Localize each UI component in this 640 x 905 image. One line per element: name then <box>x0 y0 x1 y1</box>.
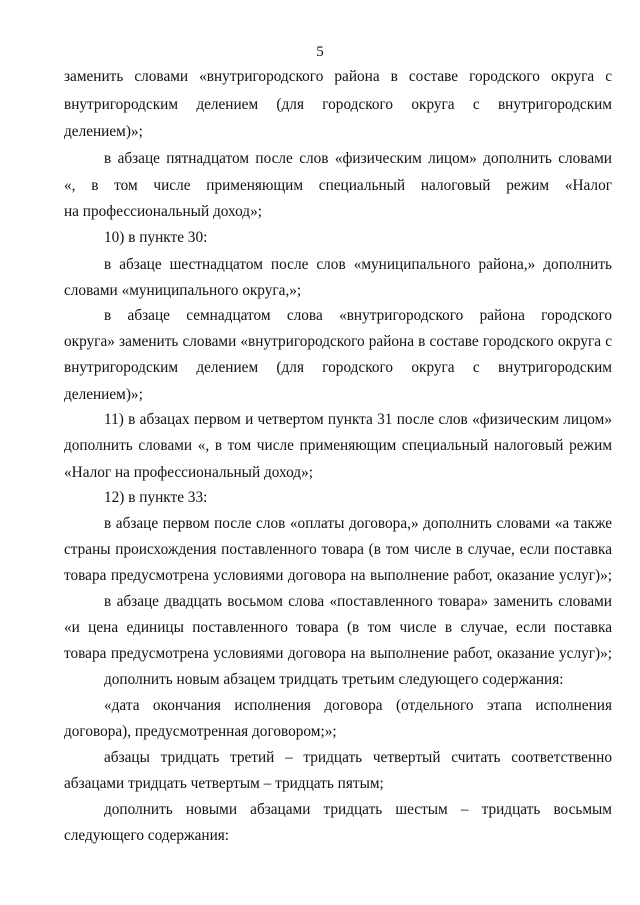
text-line: внутригородским делением (для городского округа с внутригородским <box>64 359 612 376</box>
page-number: 5 <box>316 44 324 60</box>
text-line: «, в том числе применяющим специальный налоговый режим «Налог <box>64 177 612 194</box>
text-line: внутригородским делением (для городского округа с внутригородским <box>64 96 612 113</box>
text-line: товара предусмотрена условиями договора на выполнение работ, оказание услуг)»; <box>64 645 612 662</box>
text-line: договора), предусмотренная договором;»; <box>64 723 337 740</box>
text-line: в абзаце пятнадцатом после слов «физическим лицом» дополнить словами <box>104 150 612 167</box>
text-line: в абзаце шестнадцатом после слов «муниципального района,» дополнить <box>104 256 612 273</box>
text-line: «Налог на профессиональный доход»; <box>64 464 313 481</box>
text-line: в абзаце семнадцатом слова «внутригородского района городского <box>104 307 612 324</box>
text-line: «дата окончания исполнения договора (отдельного этапа исполнения <box>104 697 612 714</box>
text-line: 11) в абзацах первом и четвертом пункта 31 после слов «физическим лицом» <box>104 411 612 428</box>
text-line: в абзаце первом после слов «оплаты договора,» дополнить словами «а также <box>104 515 612 532</box>
text-line: делением)»; <box>64 386 143 403</box>
text-line: «и цена единицы поставленного товара (в том числе в случае, если поставка <box>64 619 612 636</box>
text-line: абзацами тридцать четвертым – тридцать пятым; <box>64 775 384 792</box>
text-line: делением)»; <box>64 123 143 140</box>
text-line: заменить словами «внутригородского района в составе городского округа с <box>64 68 612 85</box>
text-line: следующего содержания: <box>64 827 230 844</box>
text-line: страны происхождения поставленного товара (в том числе в случае, если поставка <box>64 541 612 558</box>
text-line: 12) в пункте 33: <box>104 489 208 506</box>
text-line: в абзаце двадцать восьмом слова «поставленного товара» заменить словами <box>104 593 612 610</box>
text-line: товара предусмотрена условиями договора на выполнение работ, оказание услуг)»; <box>64 567 612 584</box>
text-line: округа» заменить словами «внутригородского района в составе городского округа с <box>64 333 612 350</box>
text-line: абзацы тридцать третий – тридцать четвертый считать соответственно <box>104 749 612 766</box>
text-line: словами «муниципального округа,»; <box>64 282 302 299</box>
text-line: 10) в пункте 30: <box>104 229 208 246</box>
text-line: дополнить словами «, в том числе применяющим специальный налоговый режим <box>64 437 612 454</box>
text-line: дополнить новыми абзацами тридцать шестым – тридцать восьмым <box>104 801 612 818</box>
text-line: дополнить новым абзацем тридцать третьим следующего содержания: <box>104 671 564 688</box>
text-line: на профессиональный доход»; <box>64 203 262 220</box>
